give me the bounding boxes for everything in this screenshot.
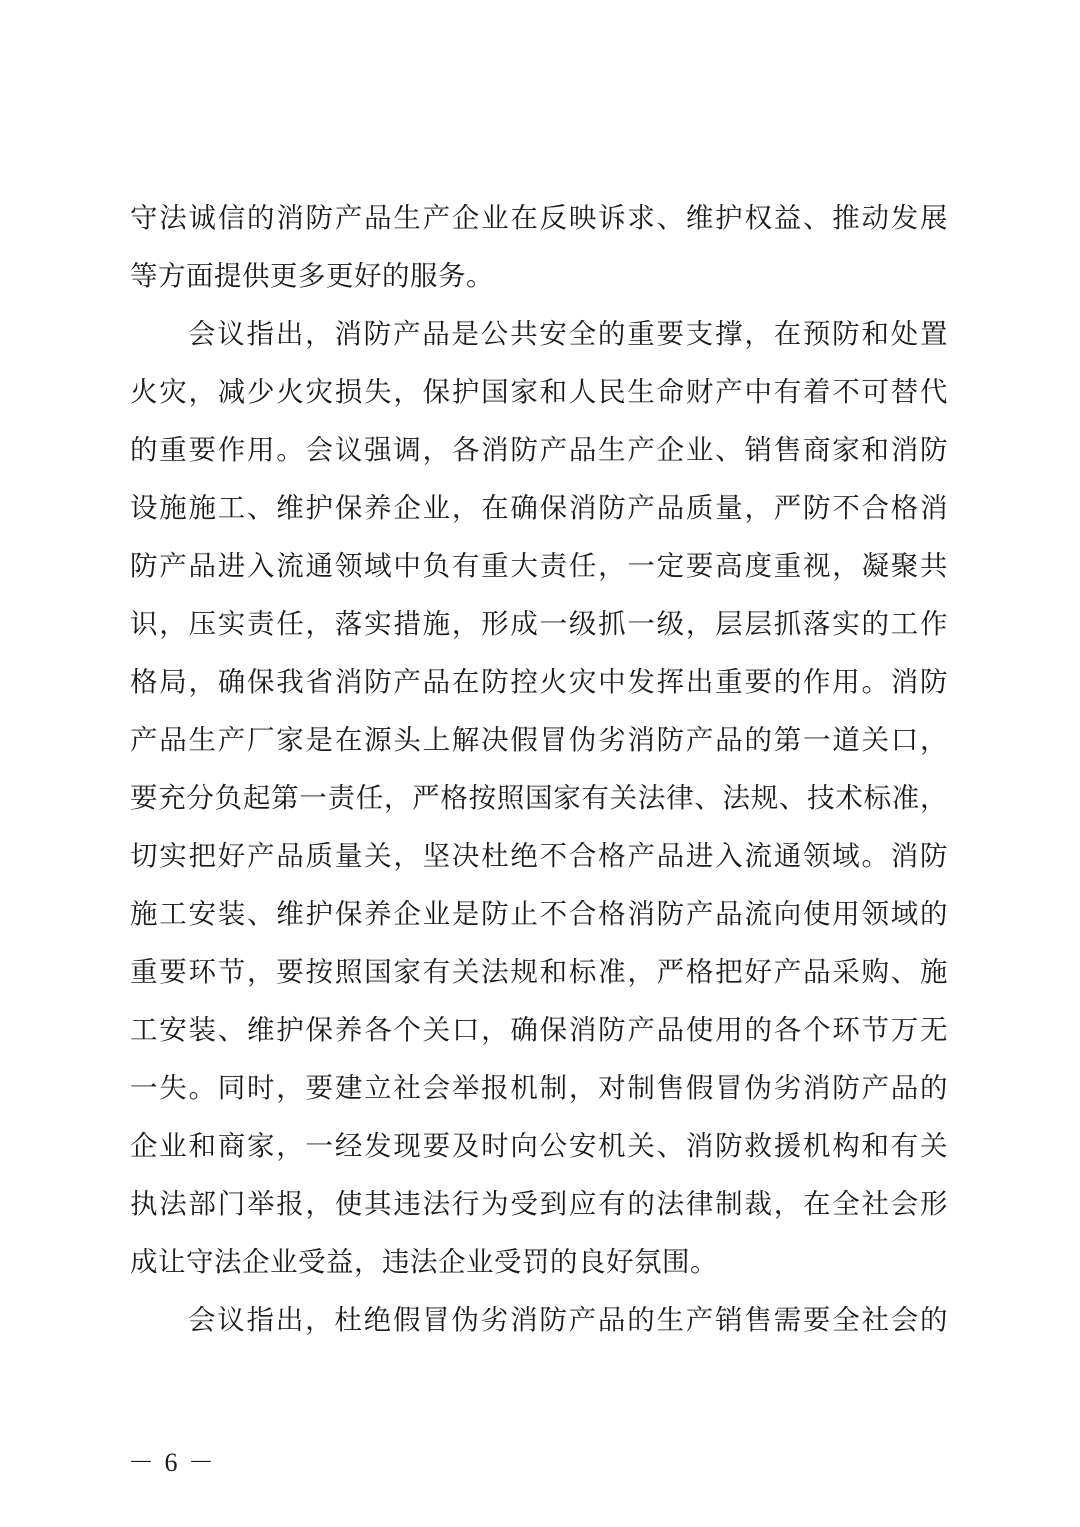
text-line: 企业和商家，一经发现要及时向公安机关、消防救援机构和有关 bbox=[130, 1130, 948, 1162]
text-line: 产品生产厂家是在源头上解决假冒伪劣消防产品的第一道关口， bbox=[130, 724, 948, 756]
text-line: 执法部门举报，使其违法行为受到应有的法律制裁，在全社会形 bbox=[130, 1188, 948, 1220]
text-line: 守法诚信的消防产品生产企业在反映诉求、维护权益、推动发展 bbox=[130, 202, 948, 234]
text-line: 施工安装、维护保养企业是防止不合格消防产品流向使用领域的 bbox=[130, 898, 948, 930]
paragraph-first-line: 会议指出，杜绝假冒伪劣消防产品的生产销售需要全社会的 bbox=[188, 1304, 948, 1336]
text-line: 识，压实责任，落实措施，形成一级抓一级，层层抓落实的工作 bbox=[130, 608, 948, 640]
text-line: 的重要作用。会议强调，各消防产品生产企业、销售商家和消防 bbox=[130, 434, 948, 466]
text-line: 火灾，减少火灾损失，保护国家和人民生命财产中有着不可替代 bbox=[130, 376, 948, 408]
page-number: － 6 － bbox=[128, 1448, 217, 1477]
text-line: 重要环节，要按照国家有关法规和标准，严格把好产品采购、施 bbox=[130, 956, 948, 988]
text-line: 设施施工、维护保养企业，在确保消防产品质量，严防不合格消 bbox=[130, 492, 948, 524]
text-line: 工安装、维护保养各个关口，确保消防产品使用的各个环节万无 bbox=[130, 1014, 948, 1046]
text-line: 一失。同时，要建立社会举报机制，对制售假冒伪劣消防产品的 bbox=[130, 1072, 948, 1104]
text-line: 成让守法企业受益，违法企业受罚的良好氛围。 bbox=[130, 1246, 718, 1278]
text-line: 要充分负起第一责任，严格按照国家有关法律、法规、技术标准， bbox=[130, 782, 948, 814]
text-line: 防产品进入流通领域中负有重大责任，一定要高度重视，凝聚共 bbox=[130, 550, 948, 582]
text-line: 格局，确保我省消防产品在防控火灾中发挥出重要的作用。消防 bbox=[130, 666, 948, 698]
text-line: 切实把好产品质量关，坚决杜绝不合格产品进入流通领域。消防 bbox=[130, 840, 948, 872]
text-line: 等方面提供更多更好的服务。 bbox=[130, 260, 494, 292]
paragraph-first-line: 会议指出，消防产品是公共安全的重要支撑，在预防和处置 bbox=[188, 318, 948, 350]
